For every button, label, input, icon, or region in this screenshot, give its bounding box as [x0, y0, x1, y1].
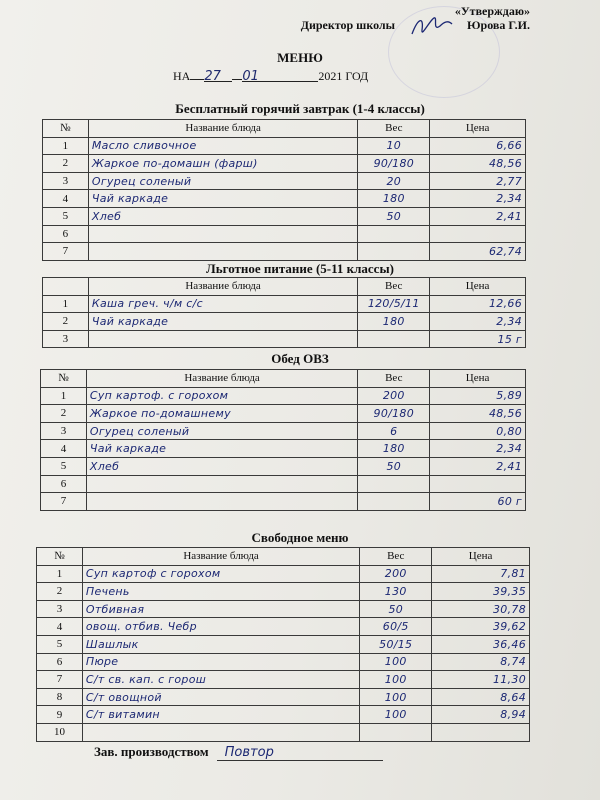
table-row	[37, 653, 530, 671]
dish-name: Суп картоф с горохом	[82, 565, 359, 583]
dish-weight: 90/180	[358, 405, 430, 423]
dish-weight: 130	[360, 583, 432, 601]
dish-weight	[358, 330, 430, 348]
dish-price: 8,74	[432, 653, 530, 671]
dish-name: Шашлык	[82, 635, 359, 653]
col-header: Вес	[358, 370, 430, 388]
dish-name: Огурец соленый	[88, 172, 358, 190]
dish-weight: 50/15	[360, 635, 432, 653]
col-header: №	[43, 120, 89, 138]
dish-price	[430, 225, 526, 243]
free-menu-title: Свободное меню	[251, 530, 349, 545]
row-number: 5	[41, 457, 87, 475]
col-header: №	[41, 370, 87, 388]
dish-name: С/т св. кап. с горош	[82, 671, 359, 689]
table-row	[41, 440, 526, 458]
dish-name: Масло сливочное	[88, 137, 358, 155]
dish-name: Хлеб	[86, 457, 357, 475]
breakfast-table	[42, 119, 526, 261]
dish-price: 2,34	[430, 190, 526, 208]
dish-name	[86, 493, 357, 511]
dish-price: 48,56	[430, 405, 526, 423]
col-header: №	[37, 548, 83, 566]
dish-price: 39,35	[432, 583, 530, 601]
dish-price: 2,41	[430, 457, 526, 475]
table-row	[43, 172, 526, 190]
dish-weight: 120/5/11	[358, 295, 430, 313]
table-row	[41, 387, 526, 405]
col-header: Название блюда	[88, 278, 357, 296]
row-number: 5	[43, 207, 89, 225]
dish-price: 8,64	[432, 688, 530, 706]
dish-weight: 6	[358, 422, 430, 440]
table-row	[41, 457, 526, 475]
table-row	[37, 565, 530, 583]
dish-weight: 100	[360, 653, 432, 671]
dish-name: Печень	[82, 583, 359, 601]
dish-weight: 200	[360, 565, 432, 583]
dish-price: 7,81	[432, 565, 530, 583]
dish-weight	[358, 475, 430, 493]
col-header: Цена	[430, 278, 526, 296]
row-number: 4	[43, 190, 89, 208]
table-row	[41, 475, 526, 493]
row-number: 3	[43, 172, 89, 190]
row-number: 7	[43, 243, 89, 261]
row-number: 6	[37, 653, 83, 671]
dish-price: 2,34	[430, 313, 526, 331]
table-row	[41, 493, 526, 511]
col-header: Цена	[430, 120, 526, 138]
row-number: 6	[41, 475, 87, 493]
table-row	[43, 225, 526, 243]
row-number: 2	[37, 583, 83, 601]
dish-price: 48,56	[430, 155, 526, 173]
table-row	[37, 671, 530, 689]
date-year: 2021 ГОД	[318, 69, 369, 83]
dish-price: 2,34	[430, 440, 526, 458]
row-number: 6	[43, 225, 89, 243]
dish-price: 11,30	[432, 671, 530, 689]
dish-price: 15 г	[430, 330, 526, 348]
dish-name: Жаркое по-домашн (фарш)	[88, 155, 358, 173]
ovz-title: Обед ОВЗ	[271, 351, 329, 366]
dish-name: овощ. отбив. Чебр	[82, 618, 359, 636]
col-header: Вес	[360, 548, 432, 566]
table-row	[43, 313, 526, 331]
dish-price: 60 г	[430, 493, 526, 511]
table-row	[41, 405, 526, 423]
dish-weight: 60/5	[360, 618, 432, 636]
dish-price: 12,66	[430, 295, 526, 313]
approval-label: «Утверждаю»	[454, 4, 530, 18]
dish-price: 6,66	[430, 137, 526, 155]
col-header: Цена	[432, 548, 530, 566]
dish-price	[430, 475, 526, 493]
row-number: 2	[43, 155, 89, 173]
dish-price: 2,41	[430, 207, 526, 225]
row-number: 3	[41, 422, 87, 440]
free-menu-table	[36, 547, 530, 742]
dish-weight: 50	[360, 600, 432, 618]
dish-price: 36,46	[432, 635, 530, 653]
dish-weight: 180	[358, 190, 430, 208]
dish-name: Суп картоф. с горохом	[86, 387, 357, 405]
col-header: Название блюда	[82, 548, 359, 566]
row-number: 2	[43, 313, 89, 331]
dish-weight: 50	[358, 457, 430, 475]
row-number: 1	[43, 295, 89, 313]
table-row	[37, 635, 530, 653]
table-row	[43, 155, 526, 173]
row-number: 7	[41, 493, 87, 511]
dish-name: Отбивная	[82, 600, 359, 618]
row-number: 1	[43, 137, 89, 155]
dish-name: Пюре	[82, 653, 359, 671]
dish-price: 0,80	[430, 422, 526, 440]
row-number: 3	[43, 330, 89, 348]
row-number: 3	[37, 600, 83, 618]
dish-name: С/т овощной	[82, 688, 359, 706]
dish-price: 62,74	[430, 243, 526, 261]
dish-name: Чай каркаде	[88, 190, 358, 208]
dish-name	[88, 330, 357, 348]
date-day: 27	[204, 69, 232, 82]
preferential-title: Льготное питание (5-11 классы)	[206, 261, 394, 276]
breakfast-title: Бесплатный горячий завтрак (1-4 классы)	[175, 101, 425, 116]
dish-name	[88, 243, 358, 261]
director-name: Юрова Г.И.	[467, 18, 530, 32]
col-header: Название блюда	[88, 120, 358, 138]
table-row	[43, 330, 526, 348]
col-header: Вес	[358, 278, 430, 296]
preferential-table	[42, 277, 526, 348]
dish-price	[432, 723, 530, 741]
dish-name: С/т витамин	[82, 706, 359, 724]
row-number: 9	[37, 706, 83, 724]
dish-name: Огурец соленый	[86, 422, 357, 440]
dish-weight: 100	[360, 671, 432, 689]
row-number: 1	[41, 387, 87, 405]
dish-price: 5,89	[430, 387, 526, 405]
table-row	[43, 295, 526, 313]
row-number: 5	[37, 635, 83, 653]
dish-name	[86, 475, 357, 493]
dish-weight	[358, 243, 430, 261]
table-row	[37, 618, 530, 636]
col-header: Вес	[358, 120, 430, 138]
row-number: 7	[37, 671, 83, 689]
date-prefix: НА	[173, 69, 191, 83]
dish-weight: 10	[358, 137, 430, 155]
director-signature	[410, 12, 454, 42]
date-month: 01	[242, 69, 318, 82]
dish-name	[88, 225, 358, 243]
row-number: 1	[37, 565, 83, 583]
menu-date	[173, 67, 368, 84]
dish-weight: 100	[360, 706, 432, 724]
menu-title: МЕНЮ	[277, 50, 323, 65]
row-number: 4	[41, 440, 87, 458]
col-header: Название блюда	[86, 370, 357, 388]
table-row	[43, 190, 526, 208]
dish-weight	[358, 225, 430, 243]
dish-name: Каша греч. ч/м с/с	[88, 295, 357, 313]
director-label: Директор школы	[300, 18, 396, 32]
table-row	[37, 706, 530, 724]
dish-weight: 90/180	[358, 155, 430, 173]
dish-weight: 200	[358, 387, 430, 405]
dish-name: Чай каркаде	[88, 313, 357, 331]
production-manager-signature: Повтор	[217, 745, 383, 761]
dish-price: 30,78	[432, 600, 530, 618]
row-number: 8	[37, 688, 83, 706]
col-header: Цена	[430, 370, 526, 388]
dish-price: 2,77	[430, 172, 526, 190]
table-row	[37, 723, 530, 741]
ovz-table	[40, 369, 526, 511]
dish-weight: 100	[360, 688, 432, 706]
production-manager-label: Зав. производством	[94, 744, 209, 759]
dish-weight: 20	[358, 172, 430, 190]
table-row	[43, 207, 526, 225]
dish-weight	[358, 493, 430, 511]
row-number: 10	[37, 723, 83, 741]
dish-price: 8,94	[432, 706, 530, 724]
dish-weight: 180	[358, 440, 430, 458]
dish-price: 39,62	[432, 618, 530, 636]
dish-name	[82, 723, 359, 741]
col-header	[43, 278, 89, 296]
table-row	[37, 600, 530, 618]
dish-weight: 50	[358, 207, 430, 225]
row-number: 2	[41, 405, 87, 423]
table-row	[37, 688, 530, 706]
table-row	[43, 243, 526, 261]
table-row	[41, 422, 526, 440]
table-row	[43, 137, 526, 155]
footer	[94, 744, 383, 761]
dish-name: Чай каркаде	[86, 440, 357, 458]
row-number: 4	[37, 618, 83, 636]
dish-weight	[360, 723, 432, 741]
dish-weight: 180	[358, 313, 430, 331]
dish-name: Хлеб	[88, 207, 358, 225]
dish-name: Жаркое по-домашнему	[86, 405, 357, 423]
table-row	[37, 583, 530, 601]
